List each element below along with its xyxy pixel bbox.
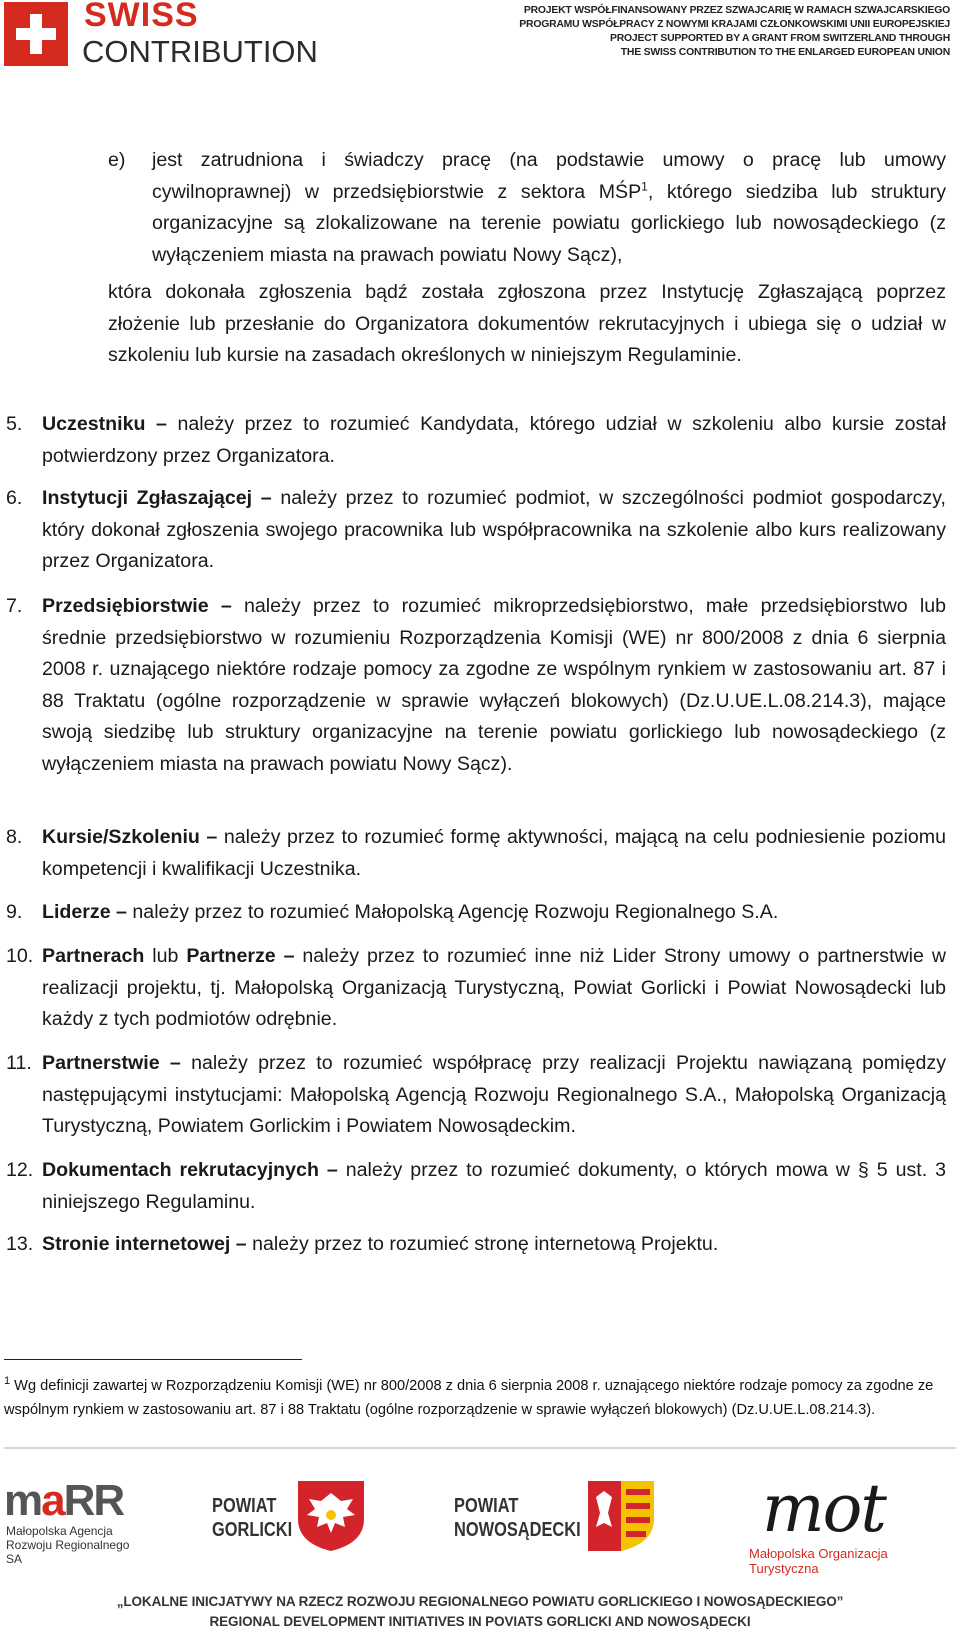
footer-project-title-pl: „LOKALNE INICJATYWY NA RZECZ ROZWOJU REGIONALNEGO POWIATU GORLICKIEGO I NOWOSĄDECKIEGO” <box>116 1594 844 1609</box>
def-7-text: Przedsiębiorstwie – należy przez to rozumieć mikroprzedsiębiorstwo, małe przedsiębiorstwo lub średnie przedsiębiorstwo w rozumieniu Rozporządzenia Komisji (WE) nr 800/2008 z dnia 6 sierpnia 2008 r. uznającego niektóre rodzaje pomocy za zgodne ze wspólnym rynkiem w zastosowaniu art. 87 i 88 Traktatu (ogólne rozporządzenie w sprawie wyłączeń blokowych) (Dz.U.UE.L.08.214.3), mające swoją siedzibę lub struktury organizacyjne na terenie powiatu gorlickiego lub nowosądeckiego (z wyłączeniem miasta na prawach powiatu Nowy Sącz). <box>42 595 946 775</box>
gorlicki-crest-icon <box>296 1479 366 1553</box>
footnote-separator <box>4 1359 302 1360</box>
project-line-pl-2: PROGRAMU WSPÓŁPRACY Z NOWYMI KRAJAMI CZŁONKOWSKIMI UNII EUROPEJSKIEJ <box>519 19 950 30</box>
def-13-number: 13. <box>6 1233 34 1255</box>
brand-swiss: SWISS <box>84 0 199 34</box>
def-8-text: Kursie/Szkoleniu – należy przez to rozumieć formę aktywności, mającą na celu podniesienie poziomu kompetencji i kwalifikacji Uczestnika. <box>42 826 946 880</box>
item-e-text: jest zatrudniona i świadczy pracę (na podstawie umowy o pracę lub umowy cywilnoprawnej) w przedsiębiorstwie z sektora MŚP$^1$, którego siedziba lub struktury organizacyjne są zlokalizowane na terenie powiatu gorlickiego lub nowosądeckiego (z wyłączeniem miasta na prawach powiatu Nowy Sącz), <box>152 149 947 266</box>
footnote-mark: 1 <box>4 1375 11 1388</box>
mot-subtitle: Małopolska Organizacja Turystyczna <box>749 1546 888 1576</box>
def-6-number: 6. <box>6 487 23 509</box>
footer-separator <box>4 1447 956 1449</box>
swiss-cross-icon <box>4 2 68 66</box>
project-line-en-2: THE SWISS CONTRIBUTION TO THE ENLARGED EUROPEAN UNION <box>620 47 950 58</box>
footer-project-title-en: REGIONAL DEVELOPMENT INITIATIVES IN POVIATS GORLICKI AND NOWOSĄDECKI <box>209 1614 751 1629</box>
def-8-number: 8. <box>6 826 23 848</box>
item-e-label: e) <box>108 149 126 171</box>
nowosadecki-crest-icon <box>586 1479 656 1553</box>
def-13-text: Stronie internetowej – należy przez to rozumieć stronę internetową Projektu. <box>42 1233 719 1255</box>
project-support-statement <box>519 4 950 60</box>
project-line-pl-1: PROJEKT WSPÓŁFINANSOWANY PRZEZ SZWAJCARIĘ W RAMACH SZWAJCARSKIEGO <box>523 5 950 16</box>
continuation-paragraph: która dokonała zgłoszenia bądź została zgłoszona przez Instytucję Zgłaszającą poprzez złożenie lub przesłanie do Organizatora dokumentów rekrutacyjnych i ubiega się o udział w szkoleniu lub kursie na zasadach określonych w niniejszym Regulaminie. <box>108 281 946 366</box>
def-9-number: 9. <box>6 901 23 923</box>
mot-logo: mot <box>762 1470 885 1547</box>
powiat-gorlicki-label: POWIAT GORLICKI <box>212 1495 293 1541</box>
powiat-nowosadecki-label: POWIAT NOWOSĄDECKI <box>454 1495 581 1541</box>
project-line-en-1: PROJECT SUPPORTED BY A GRANT FROM SWITZERLAND THROUGH <box>610 33 950 44</box>
def-9-text: Liderze – należy przez to rozumieć Małopolską Agencję Rozwoju Regionalnego S.A. <box>42 901 779 923</box>
def-11-text: Partnerstwie – należy przez to rozumieć współpracę przy realizacji Projektu nawiązaną pomiędzy następującymi instytucjami: Małopolską Agencją Rozwoju Regionalnego S.A., Małopolską Organizacją Turystyczną, Powiatem Gorlickim i Powiatem Nowosądeckim. <box>42 1052 946 1137</box>
def-10-text: Partnerach lub Partnerze – należy przez to rozumieć inne niż Lider Strony umowy o partnerstwie w realizacji projektu, tj. Małopolską Organizacją Turystyczną, Powiat Gorlicki i Powiat Nowosądecki lub każdy z tych podmiotów odrębnie. <box>42 945 946 1030</box>
footnote-ref: 1 <box>641 178 648 193</box>
marr-logo: maRR Małopolska Agencja Rozwoju Regionalnego SA <box>4 1476 130 1566</box>
def-10-number: 10. <box>6 945 34 967</box>
def-6-text: Instytucji Zgłaszającej – należy przez to rozumieć podmiot, w szczególności podmiot gospodarczy, który dokonał zgłoszenia swojego pracownika lub współpracownika na szkolenie albo kurs realizowany przez Organizatora. <box>42 487 946 572</box>
brand-contribution: CONTRIBUTION <box>82 34 318 69</box>
page-header <box>0 0 960 75</box>
footnote: $^1$ Wg definicji zawartej w Rozporządzeniu Komisji (WE) nr 800/2008 z dnia 6 sierpnia 2008 r. uznającego niektóre rodzaje pomocy za zgodne ze wspólnym rynkiem w zastosowaniu art. 87 i 88 Traktatu (ogólne rozporządzenie w sprawie wyłączeń blokowych) (Dz.U.UE.L.08.214.3). <box>4 1375 934 1418</box>
def-5-text: Uczestniku – należy przez to rozumieć Kandydata, którego udział w szkoleniu albo kursie został potwierdzony przez Organizatora. <box>42 413 946 467</box>
def-12-number: 12. <box>6 1159 34 1181</box>
def-11-number: 11. <box>6 1052 32 1074</box>
def-7-number: 7. <box>6 595 23 617</box>
def-5-number: 5. <box>6 413 23 435</box>
def-12-text: Dokumentach rekrutacyjnych – należy przez to rozumieć dokumenty, o których mowa w § 5 ust. 3 niniejszego Regulaminu. <box>42 1159 946 1213</box>
